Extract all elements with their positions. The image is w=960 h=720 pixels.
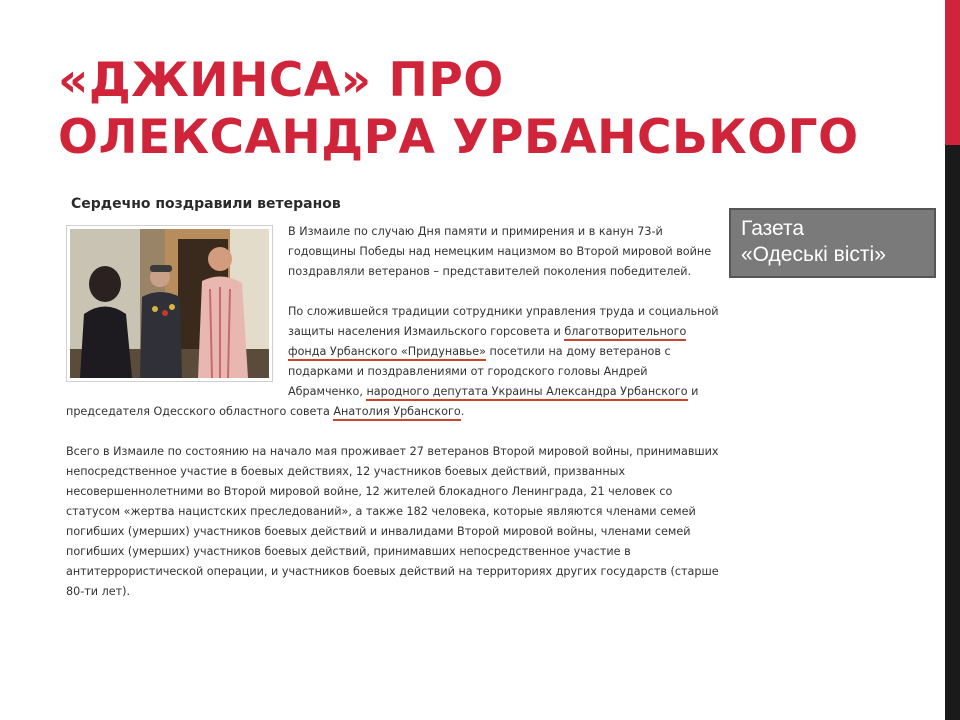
article-title: Сердечно поздравили ветеранов — [71, 196, 341, 212]
callout-line-1: Газета — [741, 217, 805, 240]
newspaper-clipping — [66, 190, 726, 602]
slide-title-line-2: ОЛЕКСАНДРА УРБАНСЬКОГО — [58, 110, 859, 165]
callout-line-2: «Одеські вісті» — [741, 243, 886, 266]
underlined-deputy-name: народного депутата Украины Александра Урбанского — [366, 385, 687, 401]
slide-title — [58, 52, 928, 166]
p2-text-2: посетили на дому ветеранов с подарками и поздравлениями от городского головы Андрей Абрамченко, — [288, 345, 671, 398]
side-bar-accent — [945, 0, 960, 145]
source-callout — [729, 208, 936, 278]
article-paragraph-3: Всего в Измаиле по состоянию на начало мая проживает 27 ветеранов Второй мировой войны, принимавших непосредственное участие в боевых действиях, 12 участников боевых действий, призванных несовершеннолетними во Второй мировой войне, 12 жителей блокадного Ленинграда, 21 человек со статусом «жертва нацистских преследований», а также 182 человека, которые являются членами семей погибших (умерших) участников боевых действий и инвалидами Второй мировой войны, членами семей погибших (умерших) участников боевых действий, принимавших непосредственное участие в антитеррористической операции, и участников боевых действий на территориях других государств (старше 80-ти лет). — [66, 445, 719, 598]
underlined-fund-name: благотворительного фонда Урбанского «Придунавье» — [288, 325, 686, 361]
underlined-chairman-name: Анатолия Урбанского — [333, 405, 460, 421]
slide-title-line-1: «ДЖИНСА» ПРО — [58, 53, 504, 108]
p2-text-3: и председателя Одесского областного совета — [66, 385, 699, 418]
p2-text-1: По сложившейся традиции сотрудники управления труда и социальной защиты населения Измаильского горсовета и — [288, 305, 719, 338]
p2-text-4: . — [460, 405, 465, 418]
veterans-photo — [66, 225, 273, 382]
article-paragraph-1: В Измаиле по случаю Дня памяти и примирения и в канун 73-й годовщины Победы над немецким нацизмом во Второй мировой войне поздравляли ветеранов – представителей поколения победителей. — [288, 225, 712, 278]
photo-illustration — [70, 229, 269, 378]
